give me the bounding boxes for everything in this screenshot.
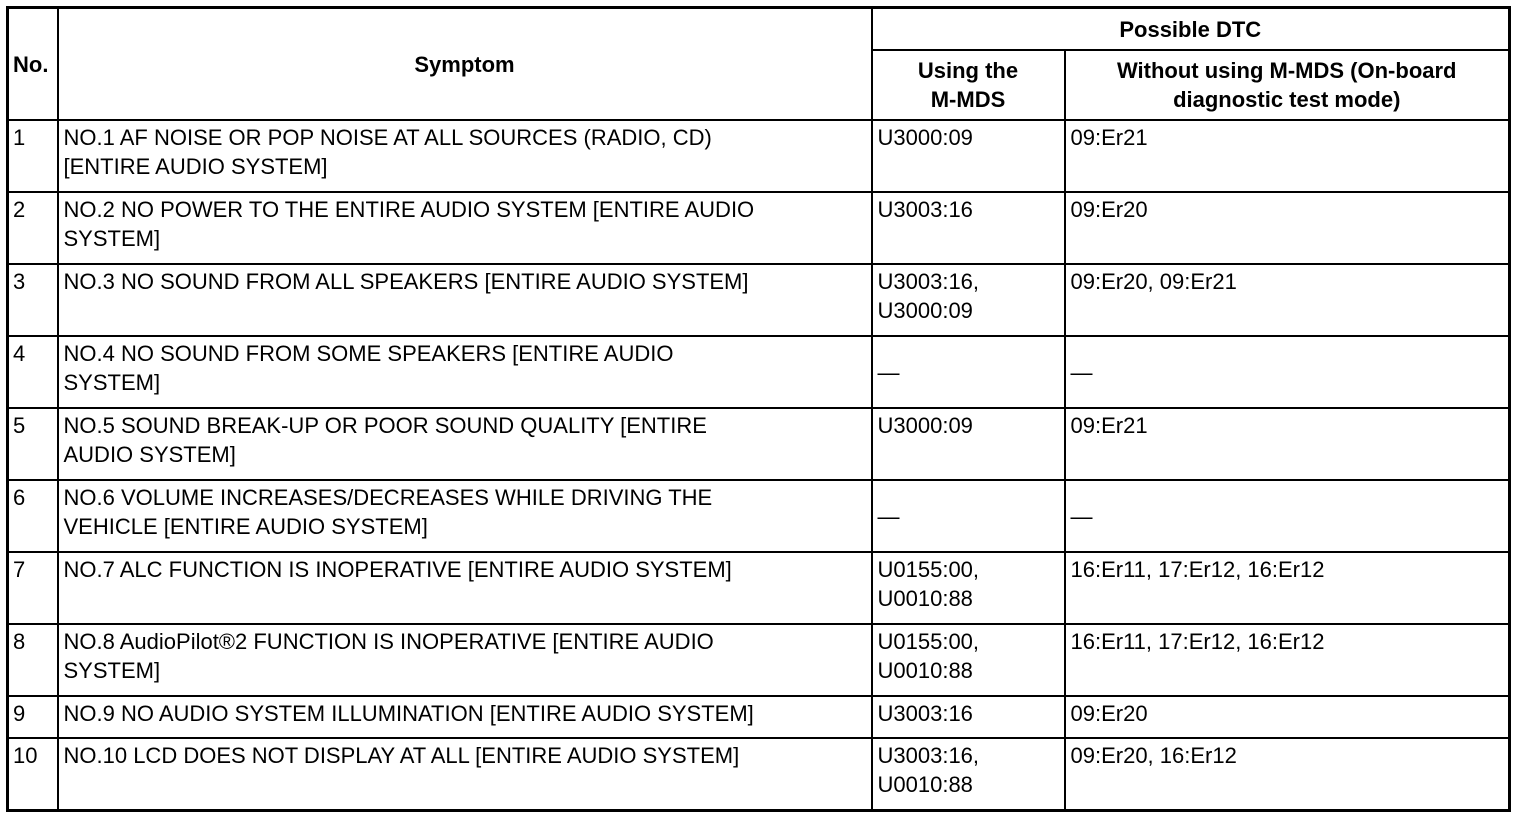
symptom-cell: NO.5 SOUND BREAK-UP OR POOR SOUND QUALITY [ENTIRE AUDIO SYSTEM] bbox=[58, 408, 872, 480]
table-row bbox=[8, 552, 1510, 624]
using-mmds-cell: — bbox=[872, 336, 1065, 408]
symptom-column-header: Symptom bbox=[58, 8, 872, 121]
dtc-symptom-table bbox=[6, 6, 1511, 812]
table-row bbox=[8, 192, 1510, 264]
row-number: 10 bbox=[8, 738, 58, 810]
row-number: 6 bbox=[8, 480, 58, 552]
symptom-cell: NO.2 NO POWER TO THE ENTIRE AUDIO SYSTEM [ENTIRE AUDIO SYSTEM] bbox=[58, 192, 872, 264]
table-row bbox=[8, 408, 1510, 480]
row-number: 9 bbox=[8, 696, 58, 738]
using-mmds-cell: U3003:16 bbox=[872, 192, 1065, 264]
table-row bbox=[8, 264, 1510, 336]
row-number: 5 bbox=[8, 408, 58, 480]
symptom-cell: NO.6 VOLUME INCREASES/DECREASES WHILE DRIVING THE VEHICLE [ENTIRE AUDIO SYSTEM] bbox=[58, 480, 872, 552]
using-mmds-cell: U0155:00, U0010:88 bbox=[872, 552, 1065, 624]
without-mmds-cell: 09:Er20, 09:Er21 bbox=[1065, 264, 1510, 336]
symptom-cell: NO.7 ALC FUNCTION IS INOPERATIVE [ENTIRE AUDIO SYSTEM] bbox=[58, 552, 872, 624]
table-row bbox=[8, 480, 1510, 552]
no-column-header: No. bbox=[8, 8, 58, 121]
using-mmds-cell: U3003:16, U0010:88 bbox=[872, 738, 1065, 810]
possible-dtc-header: Possible DTC bbox=[872, 8, 1510, 51]
row-number: 4 bbox=[8, 336, 58, 408]
without-mmds-cell: — bbox=[1065, 336, 1510, 408]
symptom-cell: NO.3 NO SOUND FROM ALL SPEAKERS [ENTIRE AUDIO SYSTEM] bbox=[58, 264, 872, 336]
without-mmds-cell: 09:Er20 bbox=[1065, 696, 1510, 738]
using-mmds-header: Using the M-MDS bbox=[872, 50, 1065, 120]
symptom-cell: NO.8 AudioPilot®2 FUNCTION IS INOPERATIVE [ENTIRE AUDIO SYSTEM] bbox=[58, 624, 872, 696]
row-number: 1 bbox=[8, 120, 58, 192]
using-mmds-cell: U3003:16, U3000:09 bbox=[872, 264, 1065, 336]
table-row bbox=[8, 336, 1510, 408]
using-mmds-cell: U3000:09 bbox=[872, 408, 1065, 480]
without-mmds-cell: 16:Er11, 17:Er12, 16:Er12 bbox=[1065, 552, 1510, 624]
using-mmds-cell: U3000:09 bbox=[872, 120, 1065, 192]
symptom-cell: NO.4 NO SOUND FROM SOME SPEAKERS [ENTIRE AUDIO SYSTEM] bbox=[58, 336, 872, 408]
table-row bbox=[8, 624, 1510, 696]
row-number: 2 bbox=[8, 192, 58, 264]
symptom-cell: NO.9 NO AUDIO SYSTEM ILLUMINATION [ENTIRE AUDIO SYSTEM] bbox=[58, 696, 872, 738]
without-mmds-cell: 16:Er11, 17:Er12, 16:Er12 bbox=[1065, 624, 1510, 696]
without-mmds-cell: — bbox=[1065, 480, 1510, 552]
using-mmds-cell: — bbox=[872, 480, 1065, 552]
without-mmds-header: Without using M-MDS (On-board diagnostic test mode) bbox=[1065, 50, 1510, 120]
without-mmds-cell: 09:Er21 bbox=[1065, 120, 1510, 192]
header-row bbox=[8, 8, 1510, 51]
table-row bbox=[8, 696, 1510, 738]
without-mmds-cell: 09:Er20, 16:Er12 bbox=[1065, 738, 1510, 810]
table-row bbox=[8, 738, 1510, 810]
without-mmds-cell: 09:Er21 bbox=[1065, 408, 1510, 480]
symptom-cell: NO.1 AF NOISE OR POP NOISE AT ALL SOURCES (RADIO, CD) [ENTIRE AUDIO SYSTEM] bbox=[58, 120, 872, 192]
symptom-cell: NO.10 LCD DOES NOT DISPLAY AT ALL [ENTIRE AUDIO SYSTEM] bbox=[58, 738, 872, 810]
row-number: 7 bbox=[8, 552, 58, 624]
using-mmds-cell: U0155:00, U0010:88 bbox=[872, 624, 1065, 696]
without-mmds-cell: 09:Er20 bbox=[1065, 192, 1510, 264]
row-number: 8 bbox=[8, 624, 58, 696]
using-mmds-cell: U3003:16 bbox=[872, 696, 1065, 738]
table-row bbox=[8, 120, 1510, 192]
row-number: 3 bbox=[8, 264, 58, 336]
